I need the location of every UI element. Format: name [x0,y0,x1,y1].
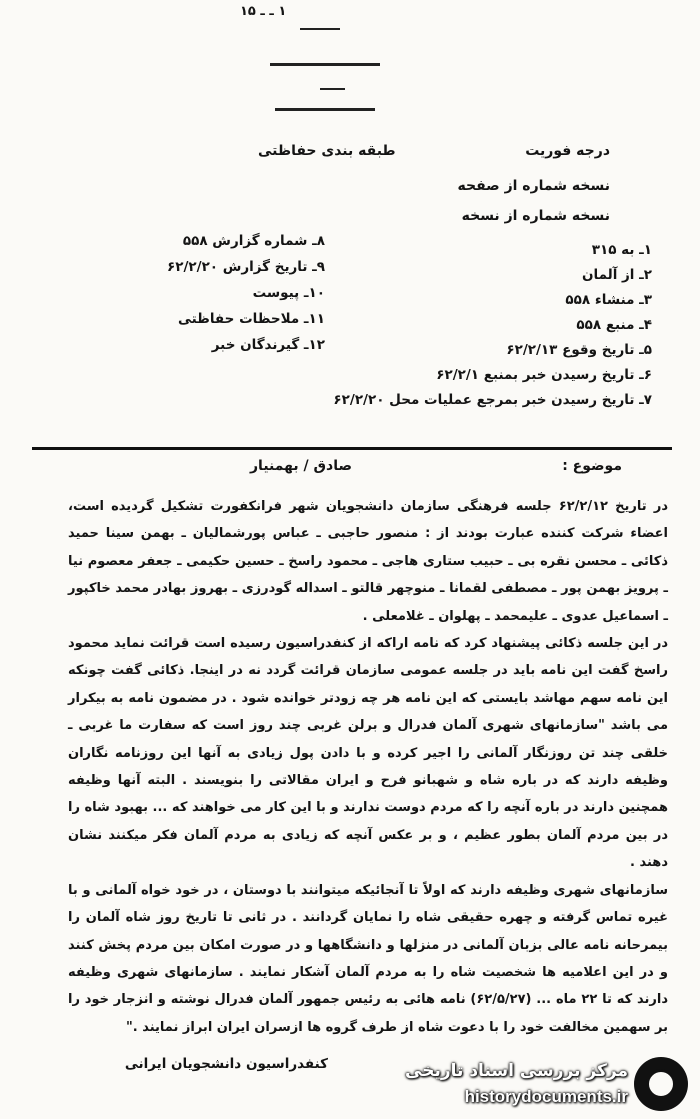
stamp-line [300,28,340,30]
stamp-line [275,108,375,111]
signature: کنفدراسیون دانشجویان ایرانی [124,1056,328,1072]
report-body [68,493,668,1041]
copy-number-line: نسخه شماره از نسخه [461,208,610,224]
copy-page-line: نسخه شماره از صفحه [457,178,610,194]
watermark-url[interactable]: historydocuments.ir [464,1087,628,1106]
letterhead-stamp [240,28,430,118]
priority-label: درجه فوریت [525,143,610,159]
meta-report-date: ۹ـ تاریخ گزارش ۶۲/۲/۲۰ [166,259,325,275]
classification-label: طبقه بندی حفاظتی [258,143,396,159]
meta-received-source: ۶ـ تاریخ رسیدن خبر بمنبع ۶۲/۲/۱ [436,367,652,383]
meta-left-column [95,228,325,358]
meta-to: ۱ـ به ۳۱۵ [591,242,652,258]
body-paragraph: در تاریخ ۶۲/۲/۱۲ جلسه فرهنگی سازمان دانشجویان شهر فرانکفورت تشکیل گردیده است، اعضاء شرکت کننده عبارت بودند از : منصور حاجبی ـ عباس پورشمالیان ـ بهمن سینا حمید ذکائی ـ محسن نقره بی ـ حبیب ستاری هاجی ـ محمود راسخ ـ حسین حکیمی ـ جعفر معصوم نیا ـ پرویز بهمن پور ـ مصطفی لقمانا ـ منوچهر قالتو ـ اسداله گودرزی ـ بهروز بهادر محمد خاکپور ـ اسماعیل عدوی ـ علیمحمد ـ پهلوان ـ غلامعلی . [68,499,668,624]
stamp-line [270,63,380,66]
meta-report-number: ۸ـ شماره گزارش ۵۵۸ [182,233,325,249]
stamp-line [320,88,345,90]
meta-source: ۴ـ منبع ۵۵۸ [576,317,652,333]
subject-label: موضوع : [562,458,622,474]
meta-recipients: ۱۲ـ گیرندگان خبر [211,337,325,353]
archive-logo-icon [634,1057,688,1111]
body-paragraph: در این جلسه ذکائی پیشنهاد کرد که نامه اراکه از کنفدراسیون رسیده است قرائت نماید محمود راسخ گفت این نامه باید در جلسه عمومی سازمان قرائت گردد نه در اینجا. ذکائی گفت چونکه این نامه سهم مهاشد بایستی که این نامه هر چه زودتر خوانده شود . در مضمون نامه به بیکرار می باشد "سازمانهای شهری آلمان فدرال و برلن غربی چند روز است که سفارت ما غربی ـ خلقی چند تن روزنگار آلمانی را اجیر کرده و با دادن پول زیادی به آنها این روزنامه نگاران وظیفه دارند که در باره شاه و شهبانو فرح و ایران مقالاتی را بنویسند . البته آنها وظیفه همچنین دارند در باره آنچه را که مردم دوست ندارند و با این کار می خواهند که ... بهبود شاه را در بین مردم آلمان بطور عظیم ، و بر عکس آنچه که زیادی به مردم آلمان فکر میکنند نشان دهند . [68,636,668,871]
meta-event-date: ۵ـ تاریخ وقوع ۶۲/۲/۱۳ [506,342,652,358]
meta-from: ۲ـ از آلمان [581,267,652,283]
meta-origin: ۳ـ منشاء ۵۵۸ [565,292,652,308]
watermark [392,1055,692,1115]
body-paragraph: سازمانهای شهری وظیفه دارند که اولاً تا آنجائیکه میتوانند با دوستان ، در خود خواه آلمانی و با غیره تماس گرفته و چهره حقیقی شاه را نمایان گردانند . در ثانی تا تاریخ روز شاه آلمان را بیمرحانه نامه عالی بزبان آلمانی در منزلها و دانشگاهها و در صورت امکان بین مردم پخش کنند و در این اعلامیه ها شخصیت شاه را به مردم آلمان آشکار نمایند . سازمانهای شهری وظیفه دارند که تا ۲۲ ماه ... (۶۲/۵/۲۷) نامه هائی به رئیس جمهور آلمان فدرال نوشته و انزجار خود را بر سهمین مخالفت خود را با دعوت شاه از طرف گروه ها ازسران ایران ابراز نمایند ." [68,882,668,1035]
meta-security-notes: ۱۱ـ ملاحظات حفاظتی [177,311,325,327]
subject-value: صادق / بهمنیار [250,458,352,474]
divider [32,447,672,450]
meta-attachment: ۱۰ـ پیوست [252,285,325,301]
meta-right-column [322,238,652,413]
meta-received-ops: ۷ـ تاریخ رسیدن خبر بمرجع عملیات محل ۶۲/۲/۲۰ [333,392,652,408]
watermark-title: مرکز بررسی اسناد تاریخی [405,1061,628,1081]
top-mark: ۱ ـ ـ ۱۵ [240,4,287,19]
